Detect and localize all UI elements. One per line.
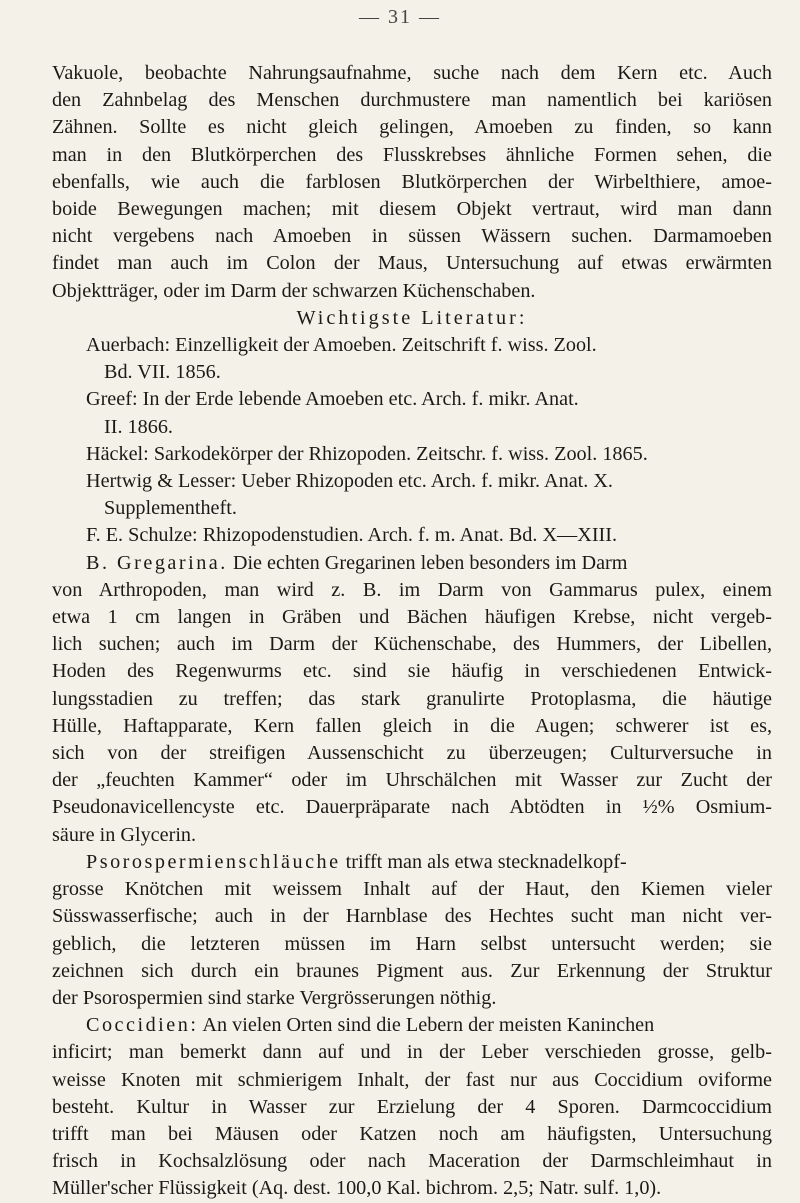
text-line: man in den Blutkörperchen des Flusskrebses ähnliche Formen sehen, die [52,143,772,166]
text-line: Vakuole, beobachte Nahrungsaufnahme, suche nach dem Kern etc. Auch [52,62,772,84]
section-label-gregarina: B. Gregarina. [86,551,228,574]
text-line: Objektträger, oder im Darm der schwarzen Küchenschaben. [52,279,536,302]
text-line: grosse Knötchen mit weissem Inhalt auf der Haut, den Kiemen vieler [52,878,772,901]
reference-item: Greef: In der Erde lebende Amoeben etc. Arch. f. mikr. Anat. [86,388,579,411]
text-run: trifft man als etwa stecknadelkopf- [345,850,627,873]
text-line: geblich, die letzteren müssen im Harn selbst untersucht werden; sie [52,932,772,955]
reference-continuation: Bd. VII. 1856. [104,361,221,384]
text-line: boide Bewegungen machen; mit diesem Objekt vertraut, wird man dann [52,198,772,221]
text-line: ebenfalls, wie auch die farblosen Blutkörperchen der Wirbelthiere, amoe- [52,170,772,193]
text-line: inficirt; man bemerkt dann auf und in der Leber verschieden grosse, gelb- [52,1041,772,1064]
text-line: der „feuchten Kammer“ oder im Uhrschälchen mit Wasser zur Zucht der [52,769,772,792]
paragraph-amoeba [52,60,772,305]
text-line: trifft man bei Mäusen oder Katzen noch am häufigsten, Untersuchung [52,1122,772,1145]
text-line: Pseudonavicellencyste etc. Dauerpräparate nach Abtödten in ½% Osmium- [52,796,772,819]
paragraph-psorospermien [52,849,772,1012]
text-run: An vielen Orten sind die Lebern der meisten Kaninchen [202,1014,655,1037]
text-line: weisse Knoten mit schmierigem Inhalt, der fast nur aus Coccidium oviforme [52,1068,772,1091]
text-line: Zähnen. Sollte es nicht gleich gelingen, Amoeben zu finden, so kann [52,116,772,139]
text-line: Hülle, Haftapparate, Kern fallen gleich in die Augen; schwerer ist es, [52,714,772,737]
text-line: etwa 1 cm langen in Gräben und Bächen häufigen Krebse, nicht vergeb- [52,606,772,629]
body-text [52,60,772,1203]
reference-continuation: Supplementheft. [104,497,237,520]
text-line: findet man auch im Colon der Maus, Untersuchung auf etwas erwärmten [52,252,772,275]
section-label-psorospermien: Psorospermienschläuche [86,850,341,873]
reference-item: Häckel: Sarkodekörper der Rhizopoden. Zeitschr. f. wiss. Zool. 1865. [86,442,648,465]
literature-heading: Wichtigste Literatur: [296,306,528,329]
text-line: frisch in Kochsalzlösung oder nach Maceration der Darmschleimhaut in [52,1150,772,1173]
text-line [52,550,772,577]
text-line [52,1012,772,1039]
text-line: der Psorospermien sind starke Vergrösserungen nöthig. [52,986,497,1009]
text-line: lungsstadien zu treffen; das stark granulirte Protoplasma, die häutige [52,687,772,710]
text-run: Die echten Gregarinen leben besonders im Darm [232,551,628,574]
paragraph-gregarina [52,550,772,849]
text-line: Hoden des Regenwurms etc. sind sie häufig in verschiedenen Entwick- [52,660,772,683]
text-line: den Zahnbelag des Menschen durchmustere man namentlich bei kariösen [52,89,772,112]
paragraph-coccidien [52,1012,772,1202]
text-line [52,849,772,876]
text-line: zeichnen sich durch ein braunes Pigment aus. Zur Erkennung der Struktur [52,959,772,982]
text-line: sich von der streifigen Aussenschicht zu überzeugen; Culturversuche in [52,742,772,765]
text-line: besteht. Kultur in Wasser zur Erzielung der 4 Sporen. Darmcoccidium [52,1095,772,1118]
page-number: — 31 — [359,6,441,28]
text-line: nicht vergebens nach Amoeben in süssen Wässern suchen. Darmamoeben [52,225,772,248]
text-line: Müller'scher Flüssigkeit (Aq. dest. 100,0 Kal. bichrom. 2,5; Natr. sulf. 1,0). [52,1177,662,1200]
reference-item: F. E. Schulze: Rhizopodenstudien. Arch. f. m. Anat. Bd. X—XIII. [86,524,618,547]
reference-continuation: II. 1866. [104,415,173,438]
text-line: von Arthropoden, man wird z. B. im Darm von Gammarus pulex, einem [52,578,772,601]
text-line: säure in Glycerin. [52,823,197,846]
text-line: Süsswasserfische; auch in der Harnblase des Hechtes sucht man nicht ver- [52,905,772,928]
reference-item: Auerbach: Einzelligkeit der Amoeben. Zeitschrift f. wiss. Zool. [86,334,597,357]
reference-item: Hertwig & Lesser: Ueber Rhizopoden etc. Arch. f. mikr. Anat. X. [86,470,613,493]
section-label-coccidien: Coccidien: [86,1014,199,1037]
reference-list [52,332,772,550]
text-line: lich suchen; auch im Darm der Küchenschabe, des Hummers, der Libellen, [52,633,772,656]
